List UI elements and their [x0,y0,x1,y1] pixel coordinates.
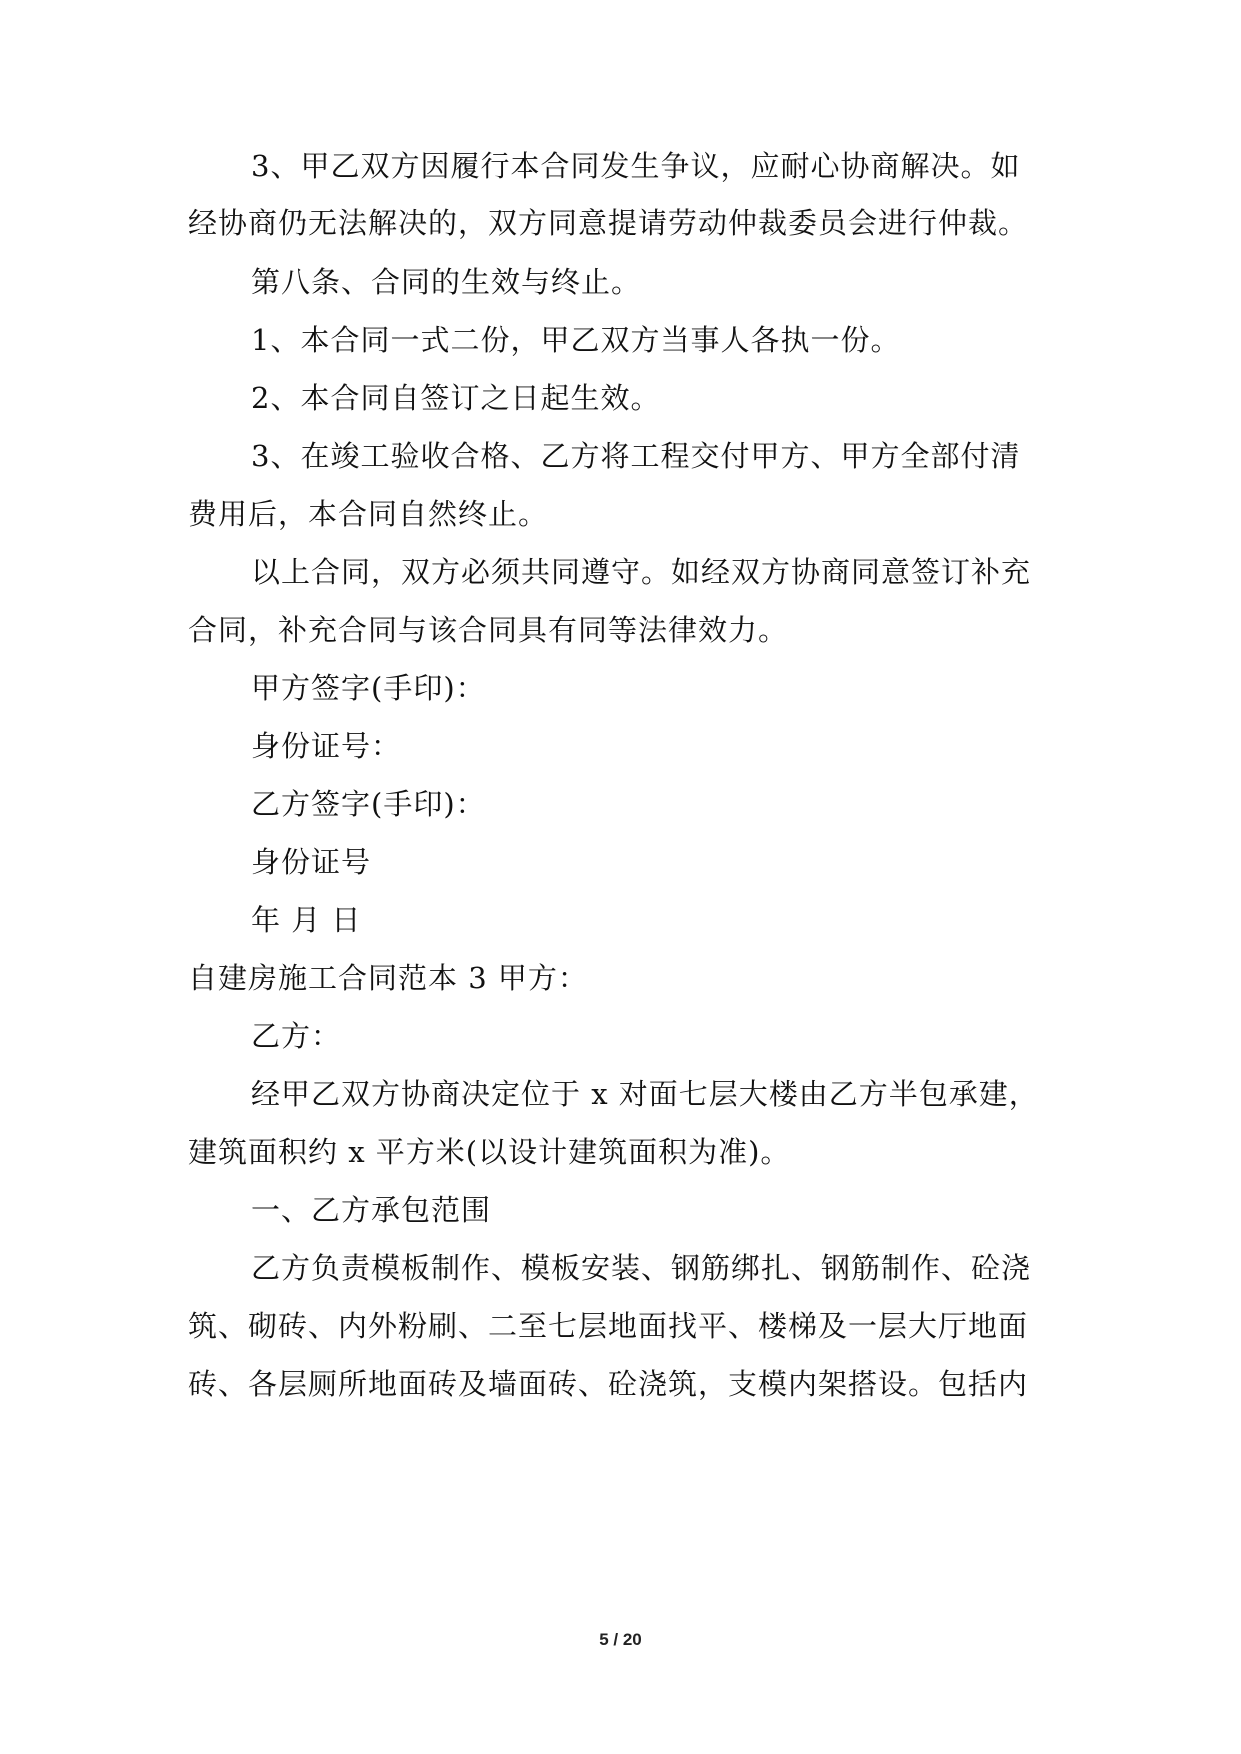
clause-heading: 一、乙方承包范围 [251,1193,492,1227]
paragraph-line: 以上合同，双方必须共同遵守。如经双方协商同意签订补充 [251,555,1032,589]
paragraph-line: 费用后，本合同自然终止。 [188,497,549,531]
paragraph-line: 建筑面积约 x 平方米(以设计建筑面积为准)。 [188,1135,791,1169]
paragraph-line: 3、甲乙双方因履行本合同发生争议，应耐心协商解决。如 [251,149,1021,183]
id-number-line-party-a: 身份证号： [251,729,402,763]
signature-line-party-a: 甲方签字(手印)： [251,671,486,705]
date-line: 年 月 日 [251,903,362,937]
paragraph-line: 3、在竣工验收合格、乙方将工程交付甲方、甲方全部付清 [251,439,1021,473]
paragraph-line: 合同，补充合同与该合同具有同等法律效力。 [188,613,789,647]
article-heading: 第八条、合同的生效与终止。 [251,265,642,299]
paragraph-line: 经甲乙双方协商决定位于 x 对面七层大楼由乙方半包承建， [251,1077,1039,1111]
paragraph-line: 经协商仍无法解决的，双方同意提请劳动仲裁委员会进行仲裁。 [188,206,1029,240]
paragraph-line: 2、本合同自签订之日起生效。 [251,381,661,415]
section-title: 自建房施工合同范本 3 甲方： [188,961,588,995]
paragraph-line: 1、本合同一式二份，甲乙双方当事人各执一份。 [251,323,901,357]
paragraph-line: 砖、各层厕所地面砖及墙面砖、砼浇筑，支模内架搭设。包括内 [188,1367,1029,1401]
paragraph-line: 筑、砌砖、内外粉刷、二至七层地面找平、楼梯及一层大厅地面 [188,1309,1029,1343]
paragraph-line: 乙方负责模板制作、模板安装、钢筋绑扎、钢筋制作、砼浇 [251,1251,1032,1285]
signature-line-party-b: 乙方签字(手印)： [251,787,486,821]
page-number: 5 / 20 [599,1630,642,1649]
party-b-line: 乙方： [251,1019,342,1053]
id-number-line-party-b: 身份证号 [251,845,372,879]
